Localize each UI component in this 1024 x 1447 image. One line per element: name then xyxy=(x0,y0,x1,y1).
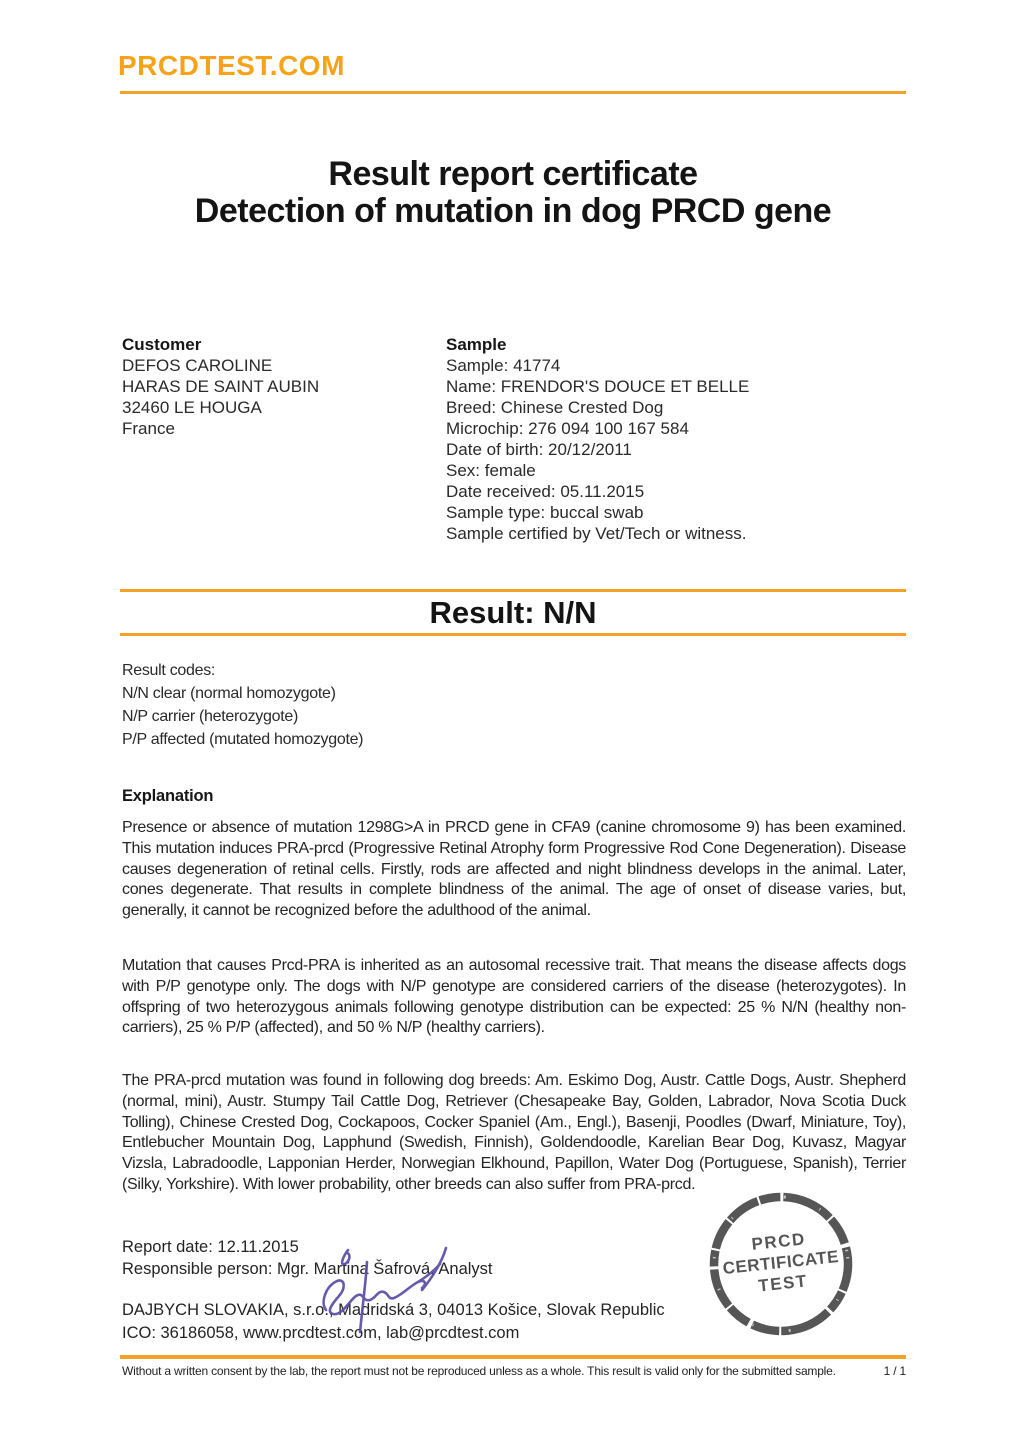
company-address: DAJBYCH SLOVAKIA, s.r.o., Madridská 3, 04013 Košice, Slovak Republic xyxy=(122,1301,665,1319)
footer xyxy=(122,1364,906,1378)
sample-section xyxy=(446,334,749,544)
customer-heading: Customer xyxy=(122,335,202,354)
document-title xyxy=(120,156,906,230)
explanation-heading: Explanation xyxy=(122,787,214,805)
sample-microchip: Microchip: 276 094 100 167 584 xyxy=(446,419,689,438)
prcd-certificate-stamp-icon xyxy=(706,1189,856,1339)
prcdtest-logo: PRCDTEST.COM xyxy=(118,50,345,81)
stamp-text-line3: TEST xyxy=(757,1271,809,1296)
page-number: 1 / 1 xyxy=(883,1364,906,1378)
handwritten-signature-icon xyxy=(318,1244,458,1339)
result-banner: Result: N/N xyxy=(429,595,597,630)
responsible-person: Responsible person: Mgr. Martina Šafrová, Analyst xyxy=(122,1260,493,1278)
sample-certified-by: Sample certified by Vet/Tech or witness. xyxy=(446,524,747,543)
document-title-line1: Result report certificate xyxy=(328,155,698,193)
document-title-line2: Detection of mutation in dog PRCD gene xyxy=(194,192,832,230)
result-code-clear: N/N clear (normal homozygote) xyxy=(122,685,336,702)
sample-dog-name: Name: FRENDOR'S DOUCE ET BELLE xyxy=(446,377,750,396)
result-codes xyxy=(122,659,363,751)
result-code-affected: P/P affected (mutated homozygote) xyxy=(122,731,364,748)
result-divider-top xyxy=(120,589,906,592)
signature-tcross-stroke xyxy=(342,1250,349,1264)
explanation-paragraph-3: The PRA-prcd mutation was found in following dog breeds: Am. Eskimo Dog, Austr. Cattle Dogs, Austr. Shepherd (normal, mini), Austr. Stumpy Tail Cattle Dog, Retriever (Chesapeake Bay, Golden, Labrador, Nova Scotia Duck Tolling), Chinese Crested Dog, Cockapoos, Cocker Spaniel (Am., Engl.), Basenji, Poodles (Dwarf, Miniature, Toy), Entlebucher Mountain Dog, Lapphund (Swedish, Finnish), Goldendoodle, Karelian Bear Dog, Kuvasz, Magyar Vizsla, Labradoodle, Lapponian Herder, Norwegian Elkhound, Papillon, Water Dog (Portuguese, Spanish), Terrier (Silky, Yorkshire). With lower probability, other breeds can also suffer from PRA-prcd. xyxy=(122,1072,906,1193)
sample-id: Sample: 41774 xyxy=(446,356,561,375)
signature-main-stroke xyxy=(324,1280,425,1314)
explanation-paragraph-2: Mutation that causes Prcd-PRA is inherited as an autosomal recessive trait. That means the disease affects dogs with P/P genotype only. The dogs with N/P genotype are considered carriers of the disease (heterozygotes). In offspring of two heterozygous animals following genotype distribution can be expected: 25 % N/N (healthy non-carriers), 25 % P/P (affected), and 50 % N/P (healthy carriers). xyxy=(122,957,906,1037)
customer-address-line2: 32460 LE HOUGA xyxy=(122,398,262,417)
result-code-carrier: N/P carrier (heterozygote) xyxy=(122,708,298,725)
result-codes-heading: Result codes: xyxy=(122,662,216,679)
header-divider xyxy=(120,91,906,94)
stamp-text-line1: PRCD xyxy=(750,1229,807,1254)
customer-country: France xyxy=(122,419,175,438)
footer-disclaimer: Without a written consent by the lab, the report must not be reproduced unless as a whole. This result is valid only for the submitted sample. xyxy=(122,1364,836,1378)
customer-section xyxy=(122,334,319,439)
sample-date-received: Date received: 05.11.2015 xyxy=(446,482,645,501)
sample-date-of-birth: Date of birth: 20/12/2011 xyxy=(446,440,632,459)
report-date: Report date: 12.11.2015 xyxy=(122,1238,299,1256)
result-divider-bottom xyxy=(120,633,906,636)
sample-sex: Sex: female xyxy=(446,461,536,480)
company-ico-contacts: ICO: 36186058, www.prcdtest.com, lab@prcdtest.com xyxy=(122,1324,520,1342)
sample-heading: Sample xyxy=(446,335,507,354)
sample-breed: Breed: Chinese Crested Dog xyxy=(446,398,664,417)
footer-divider xyxy=(120,1355,906,1359)
explanation-paragraph-1: Presence or absence of mutation 1298G>A in PRCD gene in CFA9 (canine chromosome 9) has been examined. This mutation induces PRA-prcd (Progressive Retinal Atrophy form Progressive Rod Cone Degeneration). Disease causes degeneration of retinal cells. Firstly, rods are affected and night blindness develops in the animal. Later, cones degenerate. That results in complete blindness of the animal. The age of onset of disease varies, but, generally, it cannot be recognized before the adulthood of the animal. xyxy=(122,819,906,920)
customer-address-line1: HARAS DE SAINT AUBIN xyxy=(122,377,320,396)
stamp-text-line2: CERTIFICATE xyxy=(721,1246,840,1279)
sample-type: Sample type: buccal swab xyxy=(446,503,644,522)
customer-name: DEFOS CAROLINE xyxy=(122,356,273,375)
